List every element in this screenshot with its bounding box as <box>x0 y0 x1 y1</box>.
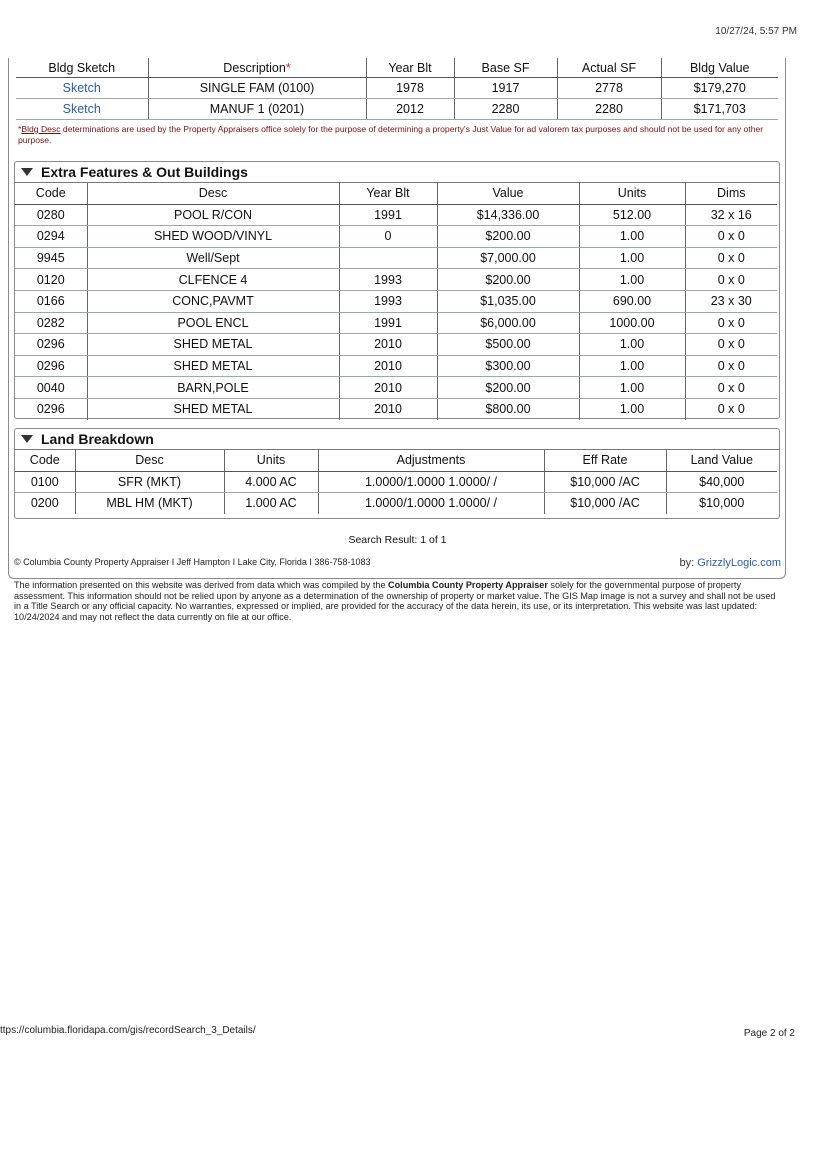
cell-units: 690.00 <box>579 290 685 312</box>
cell-desc: POOL R/CON <box>87 204 339 226</box>
cell-dims: 23 x 30 <box>685 290 777 312</box>
cell-code: 0040 <box>15 377 87 399</box>
cell-eff-rate: $10,000 /AC <box>544 471 666 493</box>
col-year-blt: Year Blt <box>366 58 454 78</box>
table-row <box>15 204 777 226</box>
land-table <box>15 450 777 514</box>
cell-dims: 0 x 0 <box>685 312 777 334</box>
sketch-link[interactable]: Sketch <box>16 78 148 99</box>
search-result: Search Result: 1 of 1 <box>348 534 447 546</box>
col-description: Description* <box>148 58 366 78</box>
cell-year: 1991 <box>339 312 437 334</box>
table-row <box>15 355 777 377</box>
cell-value: $179,270 <box>661 78 778 99</box>
cell-code: 9945 <box>15 247 87 269</box>
cell-year: 1991 <box>339 204 437 226</box>
land-breakdown-toggle[interactable] <box>15 429 779 450</box>
land-breakdown-title: Land Breakdown <box>41 431 154 447</box>
col-units: Units <box>579 183 685 204</box>
col-eff-rate: Eff Rate <box>544 450 666 471</box>
cell-desc: SHED METAL <box>87 355 339 377</box>
bldg-desc-note: *Bldg Desc determinations are used by the Property Appraisers office solely for the purpose of determining a property's Just Value for ad valorem tax purposes and should not be used for any other purpose. <box>18 124 764 145</box>
cell-actual-sf: 2280 <box>557 99 661 120</box>
cell-units: 512.00 <box>579 204 685 226</box>
col-bldg-value: Bldg Value <box>661 58 778 78</box>
col-code: Code <box>15 450 75 471</box>
cell-desc: SHED METAL <box>87 334 339 356</box>
cell-value: $500.00 <box>437 334 579 356</box>
cell-dims: 0 x 0 <box>685 334 777 356</box>
cell-dims: 0 x 0 <box>685 269 777 291</box>
cell-dims: 0 x 0 <box>685 377 777 399</box>
cell-value: $200.00 <box>437 377 579 399</box>
cell-code: 0296 <box>15 355 87 377</box>
cell-value: $171,703 <box>661 99 778 120</box>
cell-units: 1.00 <box>579 355 685 377</box>
sketch-link[interactable]: Sketch <box>16 99 148 120</box>
cell-value: $7,000.00 <box>437 247 579 269</box>
cell-desc: MBL HM (MKT) <box>75 493 224 514</box>
cell-year: 2012 <box>366 99 454 120</box>
grizzlylogic-link[interactable]: GrizzlyLogic.com <box>697 557 781 569</box>
extra-features-toggle[interactable] <box>15 162 779 183</box>
table-row <box>15 471 777 493</box>
table-row <box>16 99 778 120</box>
cell-eff-rate: $10,000 /AC <box>544 493 666 514</box>
col-code: Code <box>15 183 87 204</box>
cell-year: 1993 <box>339 290 437 312</box>
cell-units: 1.00 <box>579 398 685 419</box>
cell-description: SINGLE FAM (0100) <box>148 78 366 99</box>
page-number: Page 2 of 2 <box>743 1028 795 1039</box>
cell-year: 2010 <box>339 355 437 377</box>
building-header-row <box>16 58 778 78</box>
cell-value: $200.00 <box>437 226 579 248</box>
cell-year: 2010 <box>339 398 437 419</box>
cell-dims: 0 x 0 <box>685 247 777 269</box>
disclaimer: The information presented on this website was derived from data which was compiled by the Columbia County Property Appraiser solely for the governmental purpose of property assessment. This information should not be relied upon by anyone as a determination of the ownership of property or market value. The GIS Map image is not a survey and shall not be used in a Title Search or any official capacity. No warranties, expressed or implied, are provided for the accuracy of the data herein, its use, or its interpretation. This website was last updated: 10/24/2024 and may not reflect the data currently on file at our office. <box>14 580 776 622</box>
col-value: Value <box>437 183 579 204</box>
table-row <box>15 290 777 312</box>
cell-units: 1.00 <box>579 226 685 248</box>
table-row <box>15 226 777 248</box>
cell-year: 0 <box>339 226 437 248</box>
table-row <box>15 247 777 269</box>
cell-code: 0200 <box>15 493 75 514</box>
col-adjustments: Adjustments <box>318 450 544 471</box>
cell-code: 0280 <box>15 204 87 226</box>
cell-value: $14,336.00 <box>437 204 579 226</box>
col-land-value: Land Value <box>666 450 777 471</box>
footer-credit: by: GrizzlyLogic.com <box>679 557 781 569</box>
cell-code: 0100 <box>15 471 75 493</box>
col-dims: Dims <box>685 183 777 204</box>
cell-value: $200.00 <box>437 269 579 291</box>
cell-desc: Well/Sept <box>87 247 339 269</box>
cell-code: 0296 <box>15 334 87 356</box>
cell-desc: SHED METAL <box>87 398 339 419</box>
col-desc: Desc <box>87 183 339 204</box>
table-row <box>15 312 777 334</box>
cell-dims: 0 x 0 <box>717 402 745 417</box>
col-bldg-sketch: Bldg Sketch <box>16 58 148 78</box>
cell-actual-sf: 2778 <box>557 78 661 99</box>
cell-value: $1,035.00 <box>437 290 579 312</box>
extra-features-table <box>15 183 777 420</box>
cell-adjustments: 1.0000/1.0000 1.0000/ / <box>318 493 544 514</box>
col-desc: Desc <box>75 450 224 471</box>
cell-base-sf: 2280 <box>454 99 557 120</box>
cell-desc: SFR (MKT) <box>75 471 224 493</box>
cell-description: MANUF 1 (0201) <box>148 99 366 120</box>
cell-desc: SHED WOOD/VINYL <box>87 226 339 248</box>
col-units: Units <box>224 450 318 471</box>
cell-land-value: $40,000 <box>666 471 777 493</box>
cell-desc: POOL ENCL <box>87 312 339 334</box>
print-url: ttps://columbia.floridapa.com/gis/recordSearch_3_Details/ <box>0 1025 256 1036</box>
cell-land-value: $10,000 <box>699 496 745 511</box>
cell-units: 1.00 <box>579 247 685 269</box>
cell-desc: CLFENCE 4 <box>87 269 339 291</box>
table-row <box>15 334 777 356</box>
table-row <box>15 398 777 419</box>
cell-value: $6,000.00 <box>437 312 579 334</box>
cell-dims: 0 x 0 <box>685 226 777 248</box>
land-breakdown-section <box>14 428 780 519</box>
extra-header-row <box>15 183 777 204</box>
table-row <box>15 269 777 291</box>
cell-year: 1978 <box>366 78 454 99</box>
cell-dims: 0 x 0 <box>685 355 777 377</box>
cell-year: 2010 <box>339 377 437 399</box>
cell-desc: BARN,POLE <box>87 377 339 399</box>
cell-year: 1993 <box>339 269 437 291</box>
cell-units: 1.00 <box>579 269 685 291</box>
collapse-triangle-icon <box>21 435 33 443</box>
col-base-sf: Base SF <box>454 58 557 78</box>
cell-adjustments: 1.0000/1.0000 1.0000/ / <box>318 471 544 493</box>
cell-code: 0296 <box>15 398 87 419</box>
building-table <box>16 58 778 120</box>
cell-value: $300.00 <box>437 355 579 377</box>
cell-units: 1.000 AC <box>224 493 318 514</box>
cell-dims: 32 x 16 <box>685 204 777 226</box>
cell-units: 4.000 AC <box>224 471 318 493</box>
cell-base-sf: 1917 <box>454 78 557 99</box>
cell-code: 0120 <box>15 269 87 291</box>
extra-features-title: Extra Features & Out Buildings <box>41 164 248 180</box>
col-actual-sf: Actual SF <box>557 58 661 78</box>
table-row <box>16 78 778 99</box>
table-row <box>15 493 777 514</box>
cell-desc: CONC,PAVMT <box>87 290 339 312</box>
cell-code: 0282 <box>15 312 87 334</box>
table-row <box>15 377 777 399</box>
cell-code: 0166 <box>15 290 87 312</box>
cell-units: 1.00 <box>579 334 685 356</box>
print-timestamp: 10/27/24, 5:57 PM <box>715 26 797 37</box>
bldg-desc-link[interactable]: Bldg Desc <box>21 124 61 134</box>
footer-copyright: © Columbia County Property Appraiser I Jeff Hampton I Lake City, Florida I 386-758-1083 <box>14 557 371 567</box>
cell-code: 0294 <box>15 226 87 248</box>
cell-units: 1000.00 <box>579 312 685 334</box>
cell-units: 1.00 <box>579 377 685 399</box>
land-header-row <box>15 450 777 471</box>
col-year-blt: Year Blt <box>339 183 437 204</box>
cell-value: $800.00 <box>437 398 579 419</box>
collapse-triangle-icon <box>21 168 33 176</box>
extra-features-section <box>14 161 780 419</box>
cell-year: 2010 <box>339 334 437 356</box>
cell-year <box>339 247 437 269</box>
